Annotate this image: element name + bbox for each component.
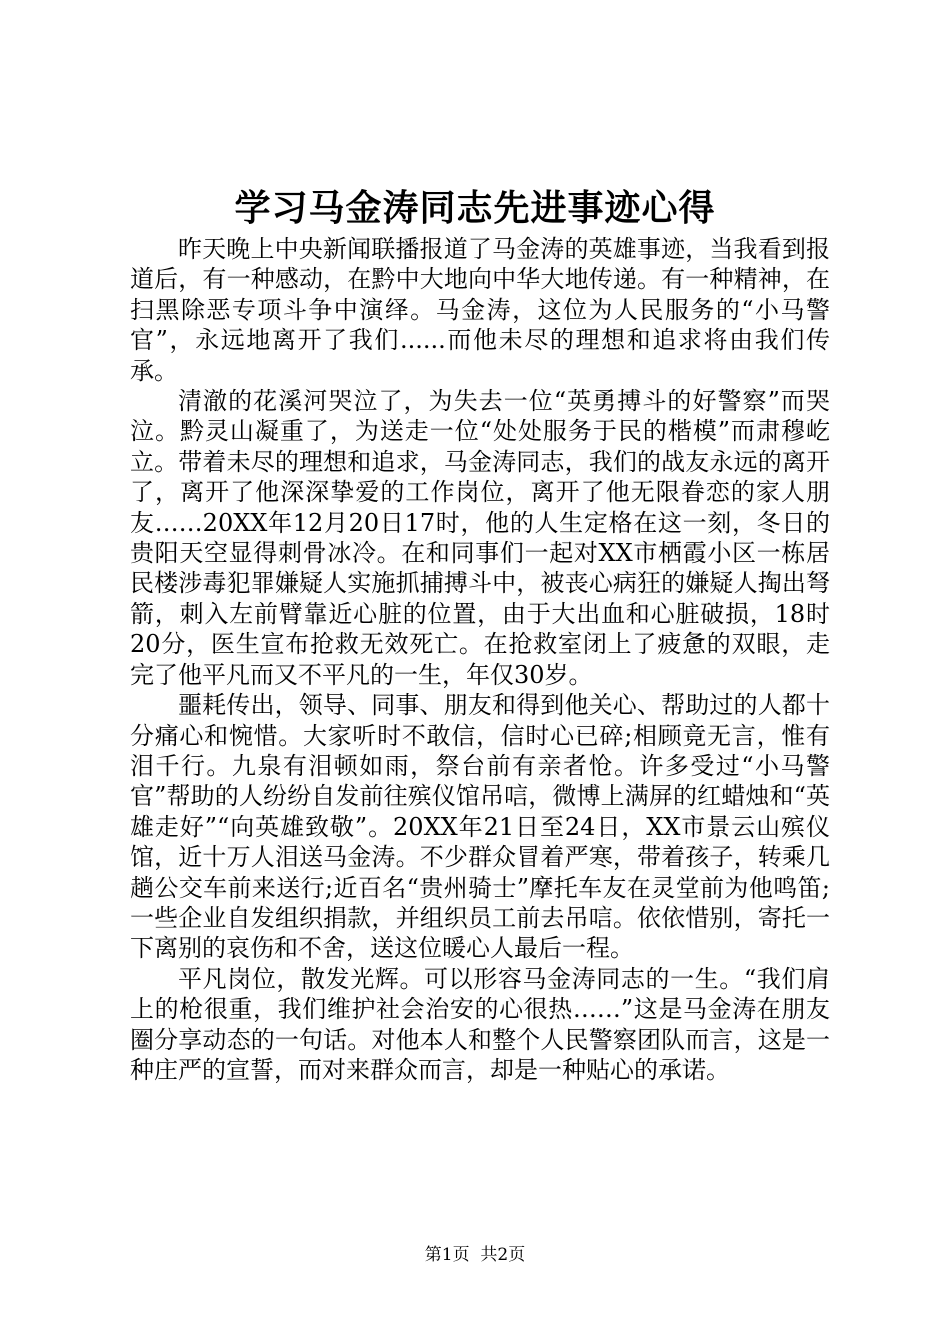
document-title: 学习马金涛同志先进事迹心得 [234,187,716,229]
paragraph-1: 昨天晚上中央新闻联播报道了马金涛的英雄事迹，当我看到报道后，有一种感动，在黔中大地向中华大地传递。有一种精神，在扫黑除恶专项斗争中演绎。马金涛，这位为人民服务的“小马警官”，永远地离开了我们......而他未尽的理想和追求将由我们传承。 [130,235,830,385]
paragraph-2: 清澈的花溪河哭泣了，为失去一位“英勇搏斗的好警察”而哭泣。黔灵山凝重了，为送走一位“处处服务于民的楷模”而肃穆屹立。带着未尽的理想和追求，马金涛同志，我们的战友永远的离开了，离开了他深深挚爱的工作岗位，离开了他无限眷恋的家人朋友……20XX年12月20日17时，他的人生定格在这一刻，冬日的贵阳天空显得刺骨冰冷。在和同事们一起对XX市栖霞小区一栋居民楼涉毒犯罪嫌疑人实施抓捕搏斗中，被丧心病狂的嫌疑人掏出弩箭，刺入左前臂靠近心脏的位置，由于大出血和心脏破损，18时20分，医生宣布抢救无效死亡。在抢救室闭上了疲惫的双眼，走完了他平凡而又不平凡的一生，年仅30岁。 [130,387,830,689]
paragraph-4: 平凡岗位，散发光辉。可以形容马金涛同志的一生。“我们肩上的枪很重，我们维护社会治安的心很热……”这是马金涛在朋友圈分享动态的一句话。对他本人和整个人民警察团队而言，这是一种庄严的宣誓，而对来群众而言，却是一种贴心的承诺。 [130,964,830,1084]
paragraph-3: 噩耗传出，领导、同事、朋友和得到他关心、帮助过的人都十分痛心和惋惜。大家听时不敢信，信时心已碎;相顾竟无言，惟有泪千行。九泉有泪顿如雨，祭台前有亲者怆。许多受过“小马警官”帮助的人纷纷自发前往殡仪馆吊唁，微博上满屏的红蜡烛和“英雄走好”“向英雄致敬”。20XX年21日至24日，XX市景云山殡仪馆，近十万人泪送马金涛。不少群众冒着严寒，带着孩子，转乘几趟公交车前来送行;近百名“贵州骑士”摩托车友在灵堂前为他鸣笛;一些企业自发组织捐款，并组织员工前去吊唁。依依惜别，寄托一下离别的哀伤和不舍，送这位暖心人最后一程。 [130,691,830,963]
document-body [130,234,830,1085]
page-footer: 第1页 共2页 [424,1245,526,1265]
